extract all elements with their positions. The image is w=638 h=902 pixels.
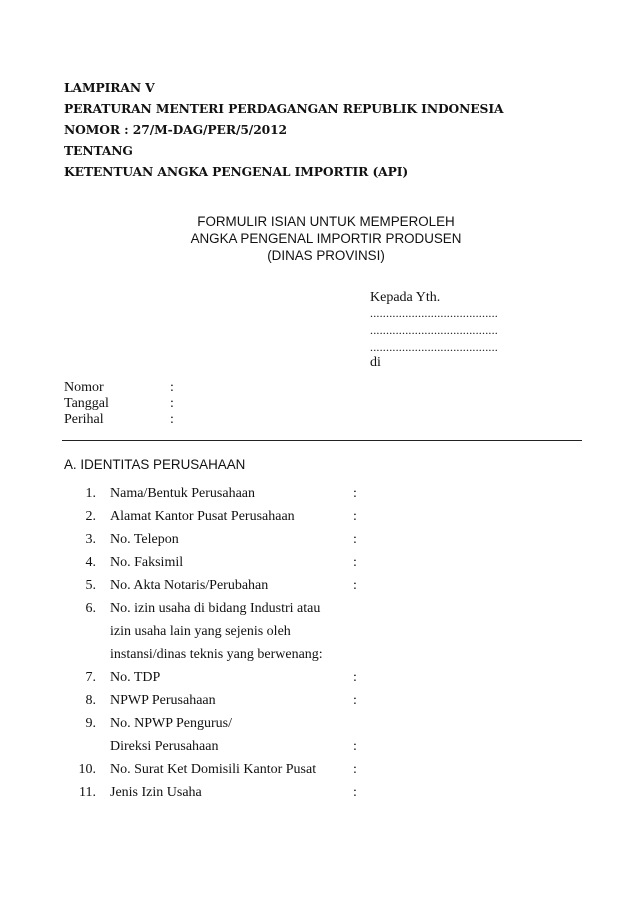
- addressee-kepada: Kepada Yth.: [370, 290, 441, 305]
- header-lampiran: LAMPIRAN V: [64, 80, 155, 95]
- meta-nomor-colon: :: [170, 380, 174, 395]
- item-number: 5.: [85, 578, 96, 593]
- item-colon: :: [353, 739, 357, 754]
- addressee-dots-1: ........................................: [370, 306, 498, 320]
- meta-tanggal-colon: :: [170, 396, 174, 411]
- item-label-line1: No. izin usaha di bidang Industri atau: [110, 601, 321, 616]
- item-label: Nama/Bentuk Perusahaan: [110, 486, 256, 501]
- addressee-dots-2: ........................................: [370, 323, 498, 337]
- item-label: No. Akta Notaris/Perubahan: [110, 578, 269, 593]
- item-number: 8.: [85, 693, 96, 708]
- item-label-line2: izin usaha lain yang sejenis oleh: [110, 624, 291, 639]
- item-colon: :: [353, 762, 357, 777]
- form-title-line2: ANGKA PENGENAL IMPORTIR PRODUSEN: [190, 231, 462, 246]
- item-label: No. Surat Ket Domisili Kantor Pusat: [110, 762, 317, 777]
- item-colon: :: [353, 486, 357, 501]
- item-label: NPWP Perusahaan: [110, 693, 216, 708]
- item-colon: :: [353, 555, 357, 570]
- item-number: 10.: [78, 762, 96, 777]
- item-number: 1.: [85, 486, 96, 501]
- item-number: 9.: [85, 716, 96, 731]
- item-colon: :: [353, 578, 357, 593]
- item-colon: :: [353, 785, 357, 800]
- addressee-di: di: [370, 355, 381, 370]
- form-title-line1: FORMULIR ISIAN UNTUK MEMPEROLEH: [197, 214, 455, 229]
- meta-perihal-colon: :: [170, 412, 174, 427]
- item-label: No. Telepon: [110, 532, 179, 547]
- header-regulation: PERATURAN MENTERI PERDAGANGAN REPUBLIK INDONESIA: [64, 101, 504, 116]
- header-subject: KETENTUAN ANGKA PENGENAL IMPORTIR (API): [64, 164, 409, 179]
- meta-tanggal-label: Tanggal: [64, 396, 109, 411]
- divider-line: [62, 440, 582, 441]
- item-label: No. Faksimil: [110, 555, 184, 570]
- meta-nomor-label: Nomor: [64, 380, 104, 395]
- header-tentang: TENTANG: [64, 143, 133, 158]
- item-number: 7.: [85, 670, 96, 685]
- item-number: 11.: [79, 785, 96, 800]
- header-number: NOMOR : 27/M-DAG/PER/5/2012: [64, 122, 288, 137]
- form-title-line3: (DINAS PROVINSI): [267, 248, 385, 263]
- item-label: Jenis Izin Usaha: [110, 785, 202, 800]
- section-a-heading: A. IDENTITAS PERUSAHAAN: [64, 457, 246, 472]
- item-number: 6.: [85, 601, 96, 616]
- item-number: 2.: [85, 509, 96, 524]
- addressee-dots-3: ........................................: [370, 340, 498, 354]
- item-label: No. TDP: [110, 670, 161, 685]
- item-colon: :: [353, 509, 357, 524]
- item-number: 4.: [85, 555, 96, 570]
- item-label-line1: No. NPWP Pengurus/: [110, 716, 232, 731]
- meta-perihal-label: Perihal: [64, 412, 104, 427]
- item-colon: :: [353, 532, 357, 547]
- item-colon: :: [353, 670, 357, 685]
- item-colon: :: [353, 693, 357, 708]
- item-number: 3.: [85, 532, 96, 547]
- item-label-line3: instansi/dinas teknis yang berwenang:: [110, 647, 323, 662]
- item-label-line2: Direksi Perusahaan: [110, 739, 219, 754]
- item-label: Alamat Kantor Pusat Perusahaan: [110, 509, 295, 524]
